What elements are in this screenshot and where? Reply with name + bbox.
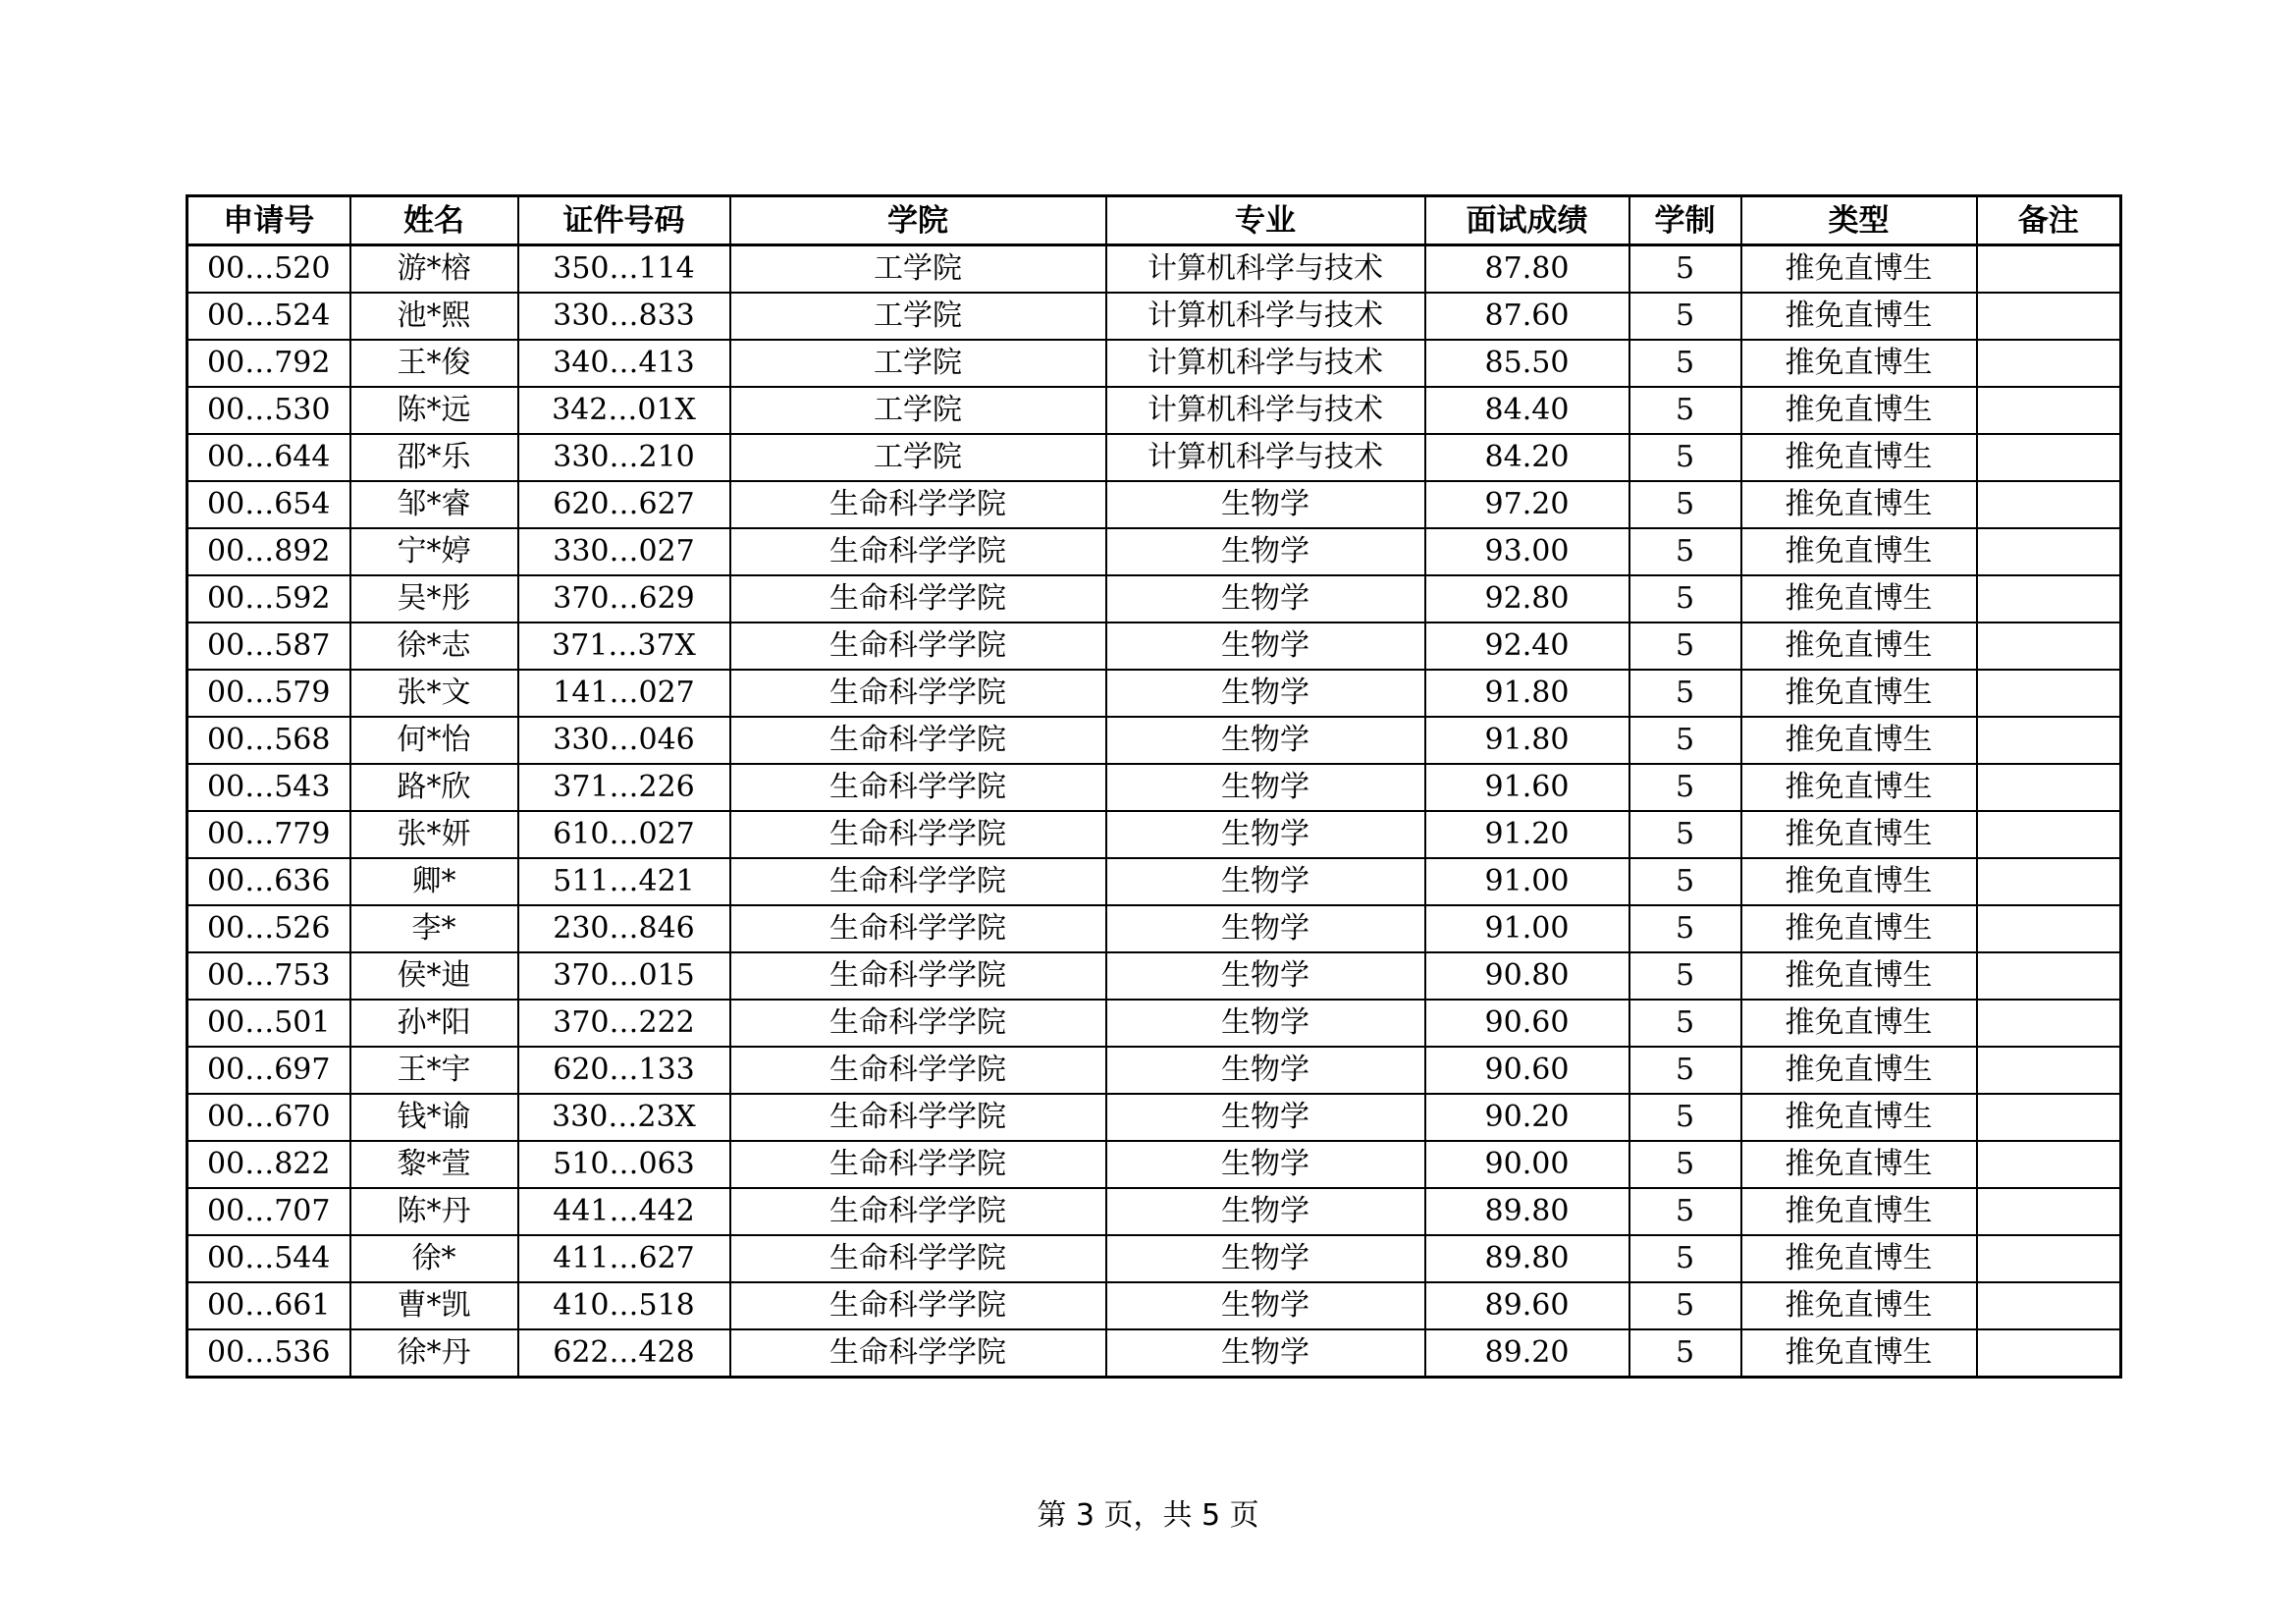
type-cell: 推免直博生 [1741, 1235, 1977, 1282]
duration-cell: 5 [1629, 1094, 1741, 1141]
major-cell: 生物学 [1106, 1235, 1425, 1282]
id-number-cell: 370…629 [518, 575, 730, 623]
college-cell: 生命科学学院 [730, 1141, 1106, 1188]
table-header-row [187, 196, 2121, 245]
application-no-cell: 00…654 [187, 481, 350, 528]
name-cell: 宁*婷 [350, 528, 518, 575]
major-cell: 生物学 [1106, 1094, 1425, 1141]
college-cell: 工学院 [730, 245, 1106, 294]
remarks-cell [1977, 623, 2121, 670]
college-cell: 生命科学学院 [730, 670, 1106, 717]
remarks-cell [1977, 905, 2121, 952]
type-cell: 推免直博生 [1741, 340, 1977, 387]
interview-score-cell: 87.80 [1425, 245, 1629, 294]
application-no-cell: 00…779 [187, 811, 350, 858]
remarks-cell [1977, 1329, 2121, 1378]
table-row [187, 1000, 2121, 1047]
college-cell: 生命科学学院 [730, 575, 1106, 623]
remarks-cell [1977, 717, 2121, 764]
name-cell: 王*宇 [350, 1047, 518, 1094]
application-no-cell: 00…670 [187, 1094, 350, 1141]
duration-cell: 5 [1629, 905, 1741, 952]
type-cell: 推免直博生 [1741, 1188, 1977, 1235]
application-no-cell: 00…544 [187, 1235, 350, 1282]
name-cell: 陈*丹 [350, 1188, 518, 1235]
interview-score-cell: 90.20 [1425, 1094, 1629, 1141]
major-cell: 生物学 [1106, 905, 1425, 952]
id-number-cell: 622…428 [518, 1329, 730, 1378]
remarks-cell [1977, 1235, 2121, 1282]
college-cell: 生命科学学院 [730, 1094, 1106, 1141]
interview-score-cell: 91.00 [1425, 858, 1629, 905]
type-cell: 推免直博生 [1741, 717, 1977, 764]
major-cell: 生物学 [1106, 858, 1425, 905]
duration-cell: 5 [1629, 1329, 1741, 1378]
type-cell: 推免直博生 [1741, 623, 1977, 670]
id-number-cell: 371…37X [518, 623, 730, 670]
interview-score-cell: 90.00 [1425, 1141, 1629, 1188]
name-cell: 钱*谕 [350, 1094, 518, 1141]
header-interview-score: 面试成绩 [1425, 196, 1629, 245]
name-cell: 徐*丹 [350, 1329, 518, 1378]
duration-cell: 5 [1629, 1188, 1741, 1235]
interview-score-cell: 91.20 [1425, 811, 1629, 858]
name-cell: 游*榕 [350, 245, 518, 294]
id-number-cell: 330…833 [518, 293, 730, 340]
interview-score-cell: 90.80 [1425, 952, 1629, 1000]
remarks-cell [1977, 1047, 2121, 1094]
interview-score-cell: 92.80 [1425, 575, 1629, 623]
interview-score-cell: 90.60 [1425, 1047, 1629, 1094]
college-cell: 生命科学学院 [730, 952, 1106, 1000]
interview-score-cell: 91.00 [1425, 905, 1629, 952]
remarks-cell [1977, 245, 2121, 294]
name-cell: 李* [350, 905, 518, 952]
major-cell: 生物学 [1106, 1000, 1425, 1047]
table-row [187, 905, 2121, 952]
major-cell: 生物学 [1106, 811, 1425, 858]
remarks-cell [1977, 1141, 2121, 1188]
name-cell: 池*熙 [350, 293, 518, 340]
duration-cell: 5 [1629, 1000, 1741, 1047]
application-no-cell: 00…697 [187, 1047, 350, 1094]
duration-cell: 5 [1629, 528, 1741, 575]
duration-cell: 5 [1629, 811, 1741, 858]
remarks-cell [1977, 764, 2121, 811]
interview-score-cell: 89.20 [1425, 1329, 1629, 1378]
table-row [187, 481, 2121, 528]
college-cell: 工学院 [730, 293, 1106, 340]
header-duration: 学制 [1629, 196, 1741, 245]
table-body [187, 245, 2121, 1378]
college-cell: 生命科学学院 [730, 717, 1106, 764]
id-number-cell: 350…114 [518, 245, 730, 294]
application-no-cell: 00…543 [187, 764, 350, 811]
name-cell: 邵*乐 [350, 434, 518, 481]
name-cell: 何*怡 [350, 717, 518, 764]
type-cell: 推免直博生 [1741, 905, 1977, 952]
duration-cell: 5 [1629, 293, 1741, 340]
application-no-cell: 00…526 [187, 905, 350, 952]
remarks-cell [1977, 670, 2121, 717]
interview-score-cell: 89.80 [1425, 1235, 1629, 1282]
table-row [187, 1329, 2121, 1378]
name-cell: 张*文 [350, 670, 518, 717]
college-cell: 生命科学学院 [730, 1235, 1106, 1282]
duration-cell: 5 [1629, 481, 1741, 528]
interview-score-cell: 93.00 [1425, 528, 1629, 575]
college-cell: 生命科学学院 [730, 1000, 1106, 1047]
major-cell: 生物学 [1106, 670, 1425, 717]
major-cell: 生物学 [1106, 623, 1425, 670]
remarks-cell [1977, 952, 2121, 1000]
application-no-cell: 00…636 [187, 858, 350, 905]
type-cell: 推免直博生 [1741, 811, 1977, 858]
college-cell: 工学院 [730, 387, 1106, 434]
type-cell: 推免直博生 [1741, 387, 1977, 434]
name-cell: 王*俊 [350, 340, 518, 387]
duration-cell: 5 [1629, 952, 1741, 1000]
table-row [187, 717, 2121, 764]
college-cell: 生命科学学院 [730, 905, 1106, 952]
major-cell: 计算机科学与技术 [1106, 293, 1425, 340]
interview-score-cell: 84.20 [1425, 434, 1629, 481]
remarks-cell [1977, 1094, 2121, 1141]
major-cell: 生物学 [1106, 1282, 1425, 1329]
remarks-cell [1977, 1282, 2121, 1329]
header-application-no: 申请号 [187, 196, 350, 245]
id-number-cell: 620…133 [518, 1047, 730, 1094]
id-number-cell: 330…046 [518, 717, 730, 764]
id-number-cell: 230…846 [518, 905, 730, 952]
interview-score-cell: 89.60 [1425, 1282, 1629, 1329]
interview-score-cell: 89.80 [1425, 1188, 1629, 1235]
interview-score-cell: 84.40 [1425, 387, 1629, 434]
type-cell: 推免直博生 [1741, 670, 1977, 717]
application-no-cell: 00…501 [187, 1000, 350, 1047]
type-cell: 推免直博生 [1741, 858, 1977, 905]
remarks-cell [1977, 293, 2121, 340]
application-no-cell: 00…568 [187, 717, 350, 764]
page-footer: 第 3 页，共 5 页 [1037, 1498, 1259, 1533]
name-cell: 吴*彤 [350, 575, 518, 623]
id-number-cell: 340…413 [518, 340, 730, 387]
name-cell: 曹*凯 [350, 1282, 518, 1329]
major-cell: 生物学 [1106, 764, 1425, 811]
id-number-cell: 342…01X [518, 387, 730, 434]
table-row [187, 1235, 2121, 1282]
header-type: 类型 [1741, 196, 1977, 245]
college-cell: 工学院 [730, 434, 1106, 481]
name-cell: 黎*萱 [350, 1141, 518, 1188]
table-row [187, 340, 2121, 387]
interview-score-cell: 92.40 [1425, 623, 1629, 670]
id-number-cell: 410…518 [518, 1282, 730, 1329]
type-cell: 推免直博生 [1741, 1141, 1977, 1188]
type-cell: 推免直博生 [1741, 1329, 1977, 1378]
application-no-cell: 00…579 [187, 670, 350, 717]
table-row [187, 575, 2121, 623]
type-cell: 推免直博生 [1741, 434, 1977, 481]
college-cell: 生命科学学院 [730, 1282, 1106, 1329]
name-cell: 徐* [350, 1235, 518, 1282]
table-row [187, 245, 2121, 294]
major-cell: 生物学 [1106, 952, 1425, 1000]
type-cell: 推免直博生 [1741, 481, 1977, 528]
id-number-cell: 370…222 [518, 1000, 730, 1047]
application-no-cell: 00…707 [187, 1188, 350, 1235]
remarks-cell [1977, 575, 2121, 623]
duration-cell: 5 [1629, 858, 1741, 905]
type-cell: 推免直博生 [1741, 293, 1977, 340]
table-row [187, 1094, 2121, 1141]
table-row [187, 670, 2121, 717]
duration-cell: 5 [1629, 623, 1741, 670]
interview-score-cell: 87.60 [1425, 293, 1629, 340]
table-row [187, 1282, 2121, 1329]
application-no-cell: 00…644 [187, 434, 350, 481]
college-cell: 生命科学学院 [730, 1188, 1106, 1235]
interview-score-cell: 90.60 [1425, 1000, 1629, 1047]
interview-score-cell: 97.20 [1425, 481, 1629, 528]
id-number-cell: 330…23X [518, 1094, 730, 1141]
table-row [187, 952, 2121, 1000]
id-number-cell: 620…627 [518, 481, 730, 528]
college-cell: 生命科学学院 [730, 623, 1106, 670]
duration-cell: 5 [1629, 670, 1741, 717]
name-cell: 路*欣 [350, 764, 518, 811]
major-cell: 生物学 [1106, 717, 1425, 764]
remarks-cell [1977, 434, 2121, 481]
college-cell: 生命科学学院 [730, 764, 1106, 811]
id-number-cell: 441…442 [518, 1188, 730, 1235]
name-cell: 卿* [350, 858, 518, 905]
id-number-cell: 510…063 [518, 1141, 730, 1188]
duration-cell: 5 [1629, 575, 1741, 623]
major-cell: 生物学 [1106, 481, 1425, 528]
table-row [187, 1141, 2121, 1188]
id-number-cell: 411…627 [518, 1235, 730, 1282]
remarks-cell [1977, 340, 2121, 387]
id-number-cell: 610…027 [518, 811, 730, 858]
type-cell: 推免直博生 [1741, 245, 1977, 294]
admission-list-table [186, 194, 2122, 1379]
application-no-cell: 00…822 [187, 1141, 350, 1188]
name-cell: 张*妍 [350, 811, 518, 858]
major-cell: 计算机科学与技术 [1106, 434, 1425, 481]
header-college: 学院 [730, 196, 1106, 245]
id-number-cell: 370…015 [518, 952, 730, 1000]
duration-cell: 5 [1629, 717, 1741, 764]
duration-cell: 5 [1629, 340, 1741, 387]
application-no-cell: 00…753 [187, 952, 350, 1000]
table-row [187, 858, 2121, 905]
remarks-cell [1977, 1000, 2121, 1047]
header-id-number: 证件号码 [518, 196, 730, 245]
duration-cell: 5 [1629, 434, 1741, 481]
college-cell: 生命科学学院 [730, 481, 1106, 528]
type-cell: 推免直博生 [1741, 764, 1977, 811]
type-cell: 推免直博生 [1741, 1047, 1977, 1094]
college-cell: 生命科学学院 [730, 1047, 1106, 1094]
college-cell: 工学院 [730, 340, 1106, 387]
application-no-cell: 00…530 [187, 387, 350, 434]
table-row [187, 293, 2121, 340]
table-row [187, 1188, 2121, 1235]
application-no-cell: 00…524 [187, 293, 350, 340]
college-cell: 生命科学学院 [730, 528, 1106, 575]
application-no-cell: 00…587 [187, 623, 350, 670]
major-cell: 生物学 [1106, 528, 1425, 575]
name-cell: 徐*志 [350, 623, 518, 670]
table-row [187, 811, 2121, 858]
application-no-cell: 00…536 [187, 1329, 350, 1378]
application-no-cell: 00…792 [187, 340, 350, 387]
table-row [187, 1047, 2121, 1094]
type-cell: 推免直博生 [1741, 1000, 1977, 1047]
id-number-cell: 330…210 [518, 434, 730, 481]
duration-cell: 5 [1629, 1047, 1741, 1094]
duration-cell: 5 [1629, 1282, 1741, 1329]
major-cell: 生物学 [1106, 1188, 1425, 1235]
duration-cell: 5 [1629, 764, 1741, 811]
major-cell: 生物学 [1106, 575, 1425, 623]
major-cell: 生物学 [1106, 1329, 1425, 1378]
name-cell: 侯*迪 [350, 952, 518, 1000]
duration-cell: 5 [1629, 1235, 1741, 1282]
application-no-cell: 00…520 [187, 245, 350, 294]
header-name: 姓名 [350, 196, 518, 245]
id-number-cell: 141…027 [518, 670, 730, 717]
college-cell: 生命科学学院 [730, 858, 1106, 905]
application-no-cell: 00…592 [187, 575, 350, 623]
table-row [187, 387, 2121, 434]
remarks-cell [1977, 1188, 2121, 1235]
major-cell: 计算机科学与技术 [1106, 340, 1425, 387]
type-cell: 推免直博生 [1741, 1094, 1977, 1141]
duration-cell: 5 [1629, 387, 1741, 434]
type-cell: 推免直博生 [1741, 575, 1977, 623]
name-cell: 孙*阳 [350, 1000, 518, 1047]
college-cell: 生命科学学院 [730, 811, 1106, 858]
application-no-cell: 00…661 [187, 1282, 350, 1329]
interview-score-cell: 85.50 [1425, 340, 1629, 387]
major-cell: 计算机科学与技术 [1106, 245, 1425, 294]
major-cell: 生物学 [1106, 1047, 1425, 1094]
major-cell: 计算机科学与技术 [1106, 387, 1425, 434]
interview-score-cell: 91.80 [1425, 670, 1629, 717]
remarks-cell [1977, 387, 2121, 434]
table-row [187, 623, 2121, 670]
application-no-cell: 00…892 [187, 528, 350, 575]
remarks-cell [1977, 858, 2121, 905]
remarks-cell [1977, 811, 2121, 858]
id-number-cell: 371…226 [518, 764, 730, 811]
table-row [187, 764, 2121, 811]
remarks-cell [1977, 481, 2121, 528]
college-cell: 生命科学学院 [730, 1329, 1106, 1378]
type-cell: 推免直博生 [1741, 1282, 1977, 1329]
table-row [187, 434, 2121, 481]
header-major: 专业 [1106, 196, 1425, 245]
id-number-cell: 511…421 [518, 858, 730, 905]
remarks-cell [1977, 528, 2121, 575]
id-number-cell: 330…027 [518, 528, 730, 575]
table-row [187, 528, 2121, 575]
interview-score-cell: 91.60 [1425, 764, 1629, 811]
header-remarks: 备注 [1977, 196, 2121, 245]
duration-cell: 5 [1629, 245, 1741, 294]
name-cell: 陈*远 [350, 387, 518, 434]
type-cell: 推免直博生 [1741, 952, 1977, 1000]
name-cell: 邹*睿 [350, 481, 518, 528]
interview-score-cell: 91.80 [1425, 717, 1629, 764]
major-cell: 生物学 [1106, 1141, 1425, 1188]
type-cell: 推免直博生 [1741, 528, 1977, 575]
duration-cell: 5 [1629, 1141, 1741, 1188]
